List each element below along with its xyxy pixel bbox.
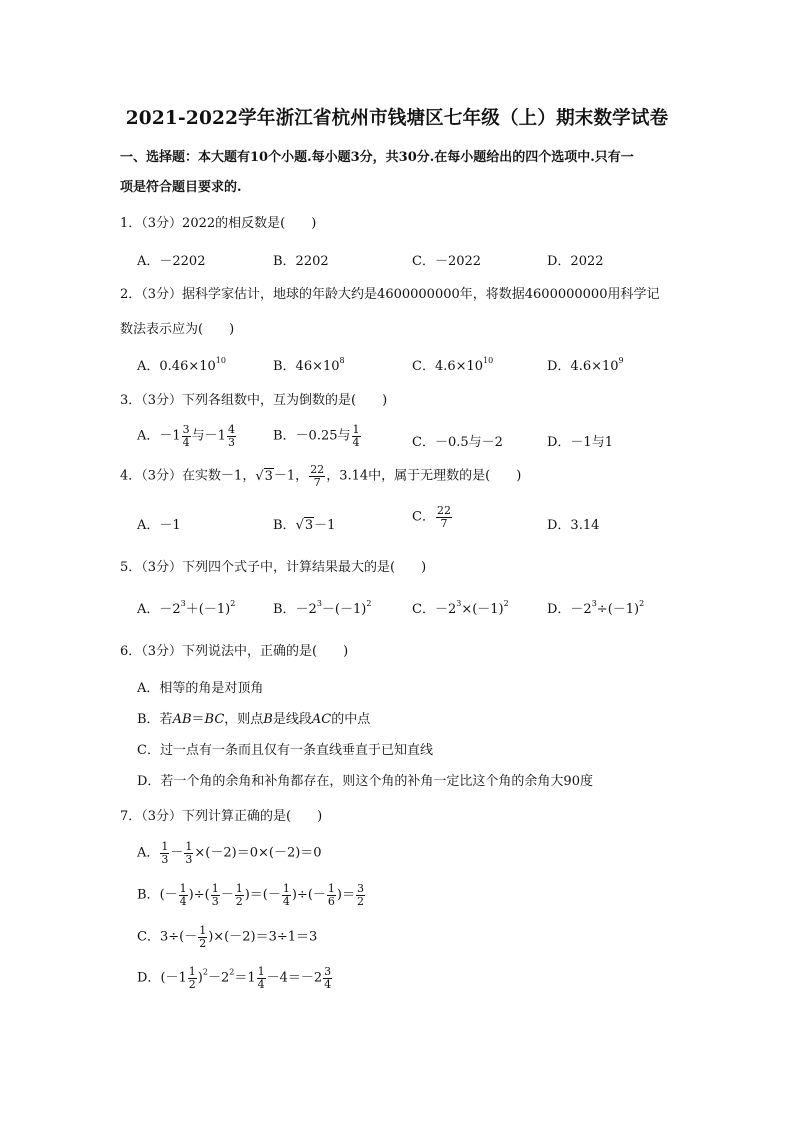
- question-6-option-a: A．相等的角是对顶角: [137, 681, 264, 696]
- question-3-option-b: B．－0.25与 $\frac{1}{4}$: [273, 423, 360, 449]
- question-2-stem-line1: 2．（3分）据科学家估计，地球的年龄大约是4600000000年，将数据4600000000用科学记: [120, 287, 660, 302]
- question-5-option-b: B．$-2^3-(-1)^2$: [273, 599, 372, 617]
- question-4-option-b: B．√3－1: [273, 518, 336, 533]
- question-5-option-d: D．$-2^3\div(-1)^2$: [547, 599, 645, 617]
- question-2-option-a: A．$0.46\times 10^{10}$: [137, 356, 226, 374]
- section-heading-line2: 项是符合题目要求的.: [120, 180, 242, 195]
- question-7-option-c: C．3÷(－ $\frac{1}{2}$ )×(－2)＝3÷1＝3: [137, 924, 318, 950]
- question-4-option-c: C． $\frac{22}{7}$: [412, 504, 451, 530]
- question-2-option-d: D．$4.6\times 10^9$: [547, 356, 624, 374]
- question-5-stem: 5．（3分）下列四个式子中，计算结果最大的是( ): [120, 560, 427, 575]
- question-7-option-b: B．(－ $\frac{1}{4}$ )÷( $\frac{1}{3}$ － $\frac{1}{2}$ )＝(－ $\frac{1}{4}$ )÷(－ $\frac{1}{6}$ )＝ $\frac{3}{2}$: [137, 882, 364, 908]
- question-7-option-d: D．(－1 $\frac{1}{2}$ )$^2-2^2=1$ $\frac{1}{4}$ －4＝－2 $\frac{3}{4}$: [137, 965, 332, 991]
- sqrt-symbol: √3: [255, 468, 273, 484]
- page-title: 2021-2022学年浙江省杭州市钱塘区七年级（上）期末数学试卷: [125, 108, 669, 129]
- question-5-option-a: A．$-2^3+(-1)^2$: [137, 599, 236, 617]
- question-1-stem: 1．（3分）2022的相反数是( ): [120, 216, 317, 231]
- question-3-stem: 3．（3分）下列各组数中，互为倒数的是( ): [120, 393, 388, 408]
- question-1-option-c: C．－2022: [412, 254, 482, 269]
- question-5-option-c: C．$-2^3\times(-1)^2$: [412, 599, 509, 617]
- question-2-option-c: C．$4.6\times 10^{10}$: [412, 356, 494, 374]
- question-6-stem: 6．（3分）下列说法中，正确的是( ): [120, 644, 349, 659]
- question-6-option-b: B．若AB＝BC，则点B是线段AC的中点: [137, 712, 371, 727]
- question-6-option-d: D．若一个角的余角和补角都存在，则这个角的补角一定比这个角的余角大90度: [137, 774, 593, 789]
- question-2-stem-line2: 数法表示应为( ): [120, 322, 235, 337]
- question-1-option-a: A．－2202: [137, 254, 206, 269]
- question-1-option-b: B．2202: [273, 254, 329, 269]
- question-7-option-a: A． $\frac{1}{3}$ － $\frac{1}{3}$ ×(－2)＝0×(－2)＝0: [137, 840, 322, 866]
- question-4-option-a: A．－1: [137, 518, 181, 533]
- question-1-option-d: D．2022: [547, 254, 604, 269]
- question-4-option-d: D．3.14: [547, 518, 600, 533]
- question-4-stem: 4．（3分）在实数－1，√3－1， $\frac{22}{7}$ ，3.14中，属于无理数的是( ): [120, 463, 522, 489]
- question-3-option-c: C．－0.5与－2: [412, 435, 503, 450]
- question-2-option-b: B．$46\times 10^8$: [273, 356, 345, 374]
- question-3-option-d: D．－1与1: [547, 435, 613, 450]
- question-6-option-c: C．过一点有一条而且仅有一条直线垂直于已知直线: [137, 743, 433, 758]
- question-3-option-a: A．－1 $\frac{3}{4}$ 与－1 $\frac{4}{3}$: [137, 423, 235, 449]
- question-7-stem: 7．（3分）下列计算正确的是( ): [120, 809, 323, 824]
- section-heading-line1: 一、选择题：本大题有10个小题.每小题3分，共30分.在每小题给出的四个选项中.只有一: [120, 150, 634, 165]
